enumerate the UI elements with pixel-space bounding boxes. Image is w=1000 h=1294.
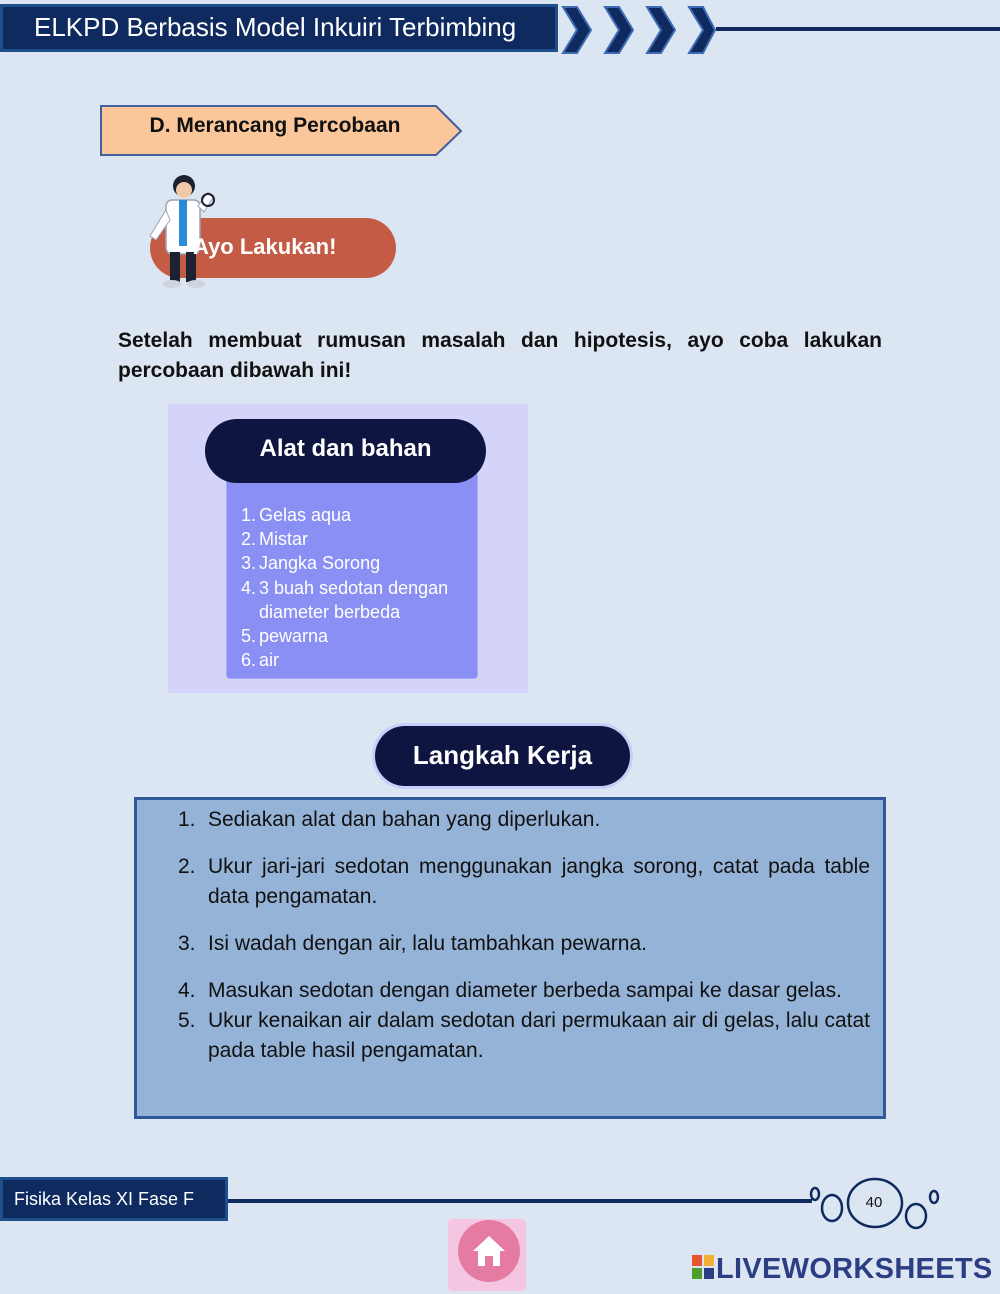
header-rule — [716, 27, 1000, 31]
liveworksheets-brand: LIVEWORKSHEETS — [716, 1253, 993, 1285]
header-title: ELKPD Berbasis Model Inkuiri Terbimbing — [34, 12, 517, 42]
langkah-title: Langkah Kerja — [412, 740, 593, 770]
list-item: 3. Jangka Sorong — [241, 553, 381, 574]
ayo-lakukan-label: Ayo Lakukan! — [193, 234, 337, 259]
home-button[interactable] — [458, 1220, 520, 1282]
scientist-illustration — [128, 170, 220, 292]
footer-label: Fisika Kelas XI Fase F — [14, 1189, 195, 1209]
page-number: 40 — [865, 1194, 883, 1211]
list-item: 2. Mistar — [241, 529, 308, 550]
steps-list — [178, 805, 870, 1083]
list-item: 1. Gelas aqua — [241, 505, 352, 525]
step-item: 2. Ukur jari-jari sedotan menggunakan jangka sorong, catat pada table data pengamatan. — [178, 855, 870, 908]
alat-title: Alat dan bahan — [259, 435, 432, 462]
chevrons-decoration — [560, 4, 720, 56]
step-item: 1. Sediakan alat dan bahan yang diperlukan. — [178, 808, 601, 831]
step-item: 4. Masukan sedotan dengan diameter berbeda sampai ke dasar gelas. — [178, 979, 842, 1002]
list-item: 5. pewarna — [241, 626, 329, 647]
liveworksheets-logo-icon — [692, 1255, 714, 1279]
section-title: D. Merancang Percobaan — [149, 114, 401, 137]
step-item: 3. Isi wadah dengan air, lalu tambahkan pewarna. — [178, 932, 647, 955]
alat-list — [241, 503, 459, 672]
list-item: 6. air — [241, 650, 280, 671]
intro-paragraph: Setelah membuat rumusan masalah dan hipotesis, ayo coba lakukan percobaan dibawah ini! — [118, 329, 882, 382]
step-item: 5. Ukur kenaikan air dalam sedotan dari permukaan air di gelas, lalu catat pada table hasil pengamatan. — [178, 1009, 870, 1062]
list-item: 4. 3 buah sedotan dengan diameter berbeda — [241, 577, 449, 622]
home-icon — [472, 1235, 506, 1267]
footer-rule — [228, 1199, 812, 1203]
